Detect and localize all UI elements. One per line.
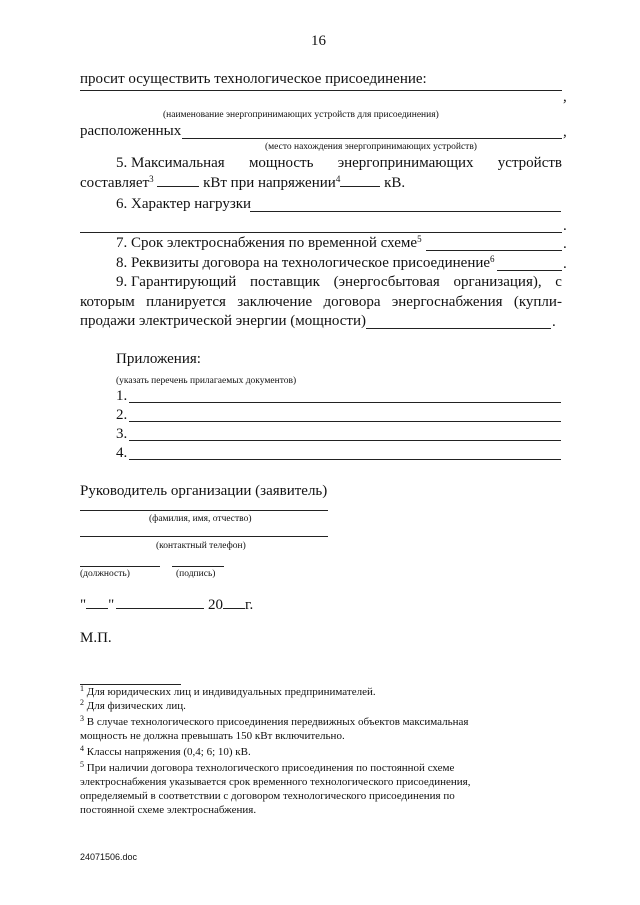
sign-field[interactable] — [172, 566, 224, 567]
attachments-note: (указать перечень прилагаемых документов) — [116, 376, 297, 386]
attachment-field-1[interactable] — [129, 402, 561, 403]
location-field[interactable] — [182, 138, 562, 139]
period: . — [563, 218, 567, 234]
comma: , — [563, 89, 567, 105]
supplier-field[interactable] — [366, 328, 551, 329]
max-power-field[interactable] — [157, 186, 199, 187]
attachment-field-3[interactable] — [129, 440, 561, 441]
caption-position: (должность) — [80, 569, 130, 579]
footnote-3: $^3$ В случае технологического присоединения передвижных объектов максимальная мощность не должна превышать 150 кВт включительно. — [80, 714, 469, 742]
devices-field[interactable] — [80, 90, 562, 91]
phone-field[interactable] — [80, 536, 328, 537]
located-label: расположенных — [80, 123, 182, 139]
item9-line2: которым планируется заключение договора энергоснабжения (купли- — [80, 294, 562, 310]
date-day-field[interactable] — [86, 608, 108, 609]
supply-term-field[interactable] — [426, 250, 562, 251]
name-field[interactable] — [80, 510, 328, 511]
attachment-num-3: 3. — [116, 426, 128, 442]
attachment-num-1: 1. — [116, 388, 128, 404]
footnote-5: $^5$ При наличии договора технологического присоединения по постоянной схеме электроснабжения указывается срок временного технологического присоединения, определяемый в соответствии с договором технологического присоединения по постоянной схеме электроснабжения. — [80, 760, 471, 816]
caption-name: (фамилия, имя, отчество) — [149, 514, 252, 524]
attachment-field-2[interactable] — [129, 421, 561, 422]
item9-line3: продажи электрической энергии (мощности) — [80, 313, 366, 329]
attachment-field-4[interactable] — [129, 459, 561, 460]
item5-line2: составляет$^3$ кВт при напряжении$^4$ кВ. — [80, 174, 406, 191]
caption-phone: (контактный телефон) — [156, 541, 246, 551]
date-line: " " 20 г. — [80, 597, 254, 613]
attachment-num-2: 2. — [116, 407, 128, 423]
stamp-label: М.П. — [80, 630, 112, 646]
footnote-1: $^1$ Для юридических лиц и индивидуальных предпринимателей. — [80, 684, 376, 698]
load-character-field[interactable] — [250, 211, 561, 212]
comma: , — [563, 124, 567, 140]
attachments-title: Приложения: — [116, 351, 201, 367]
item5-line1: 5. Максимальная мощность энергопринимающих устройств — [116, 155, 562, 171]
item9-line1: 9. Гарантирующий поставщик (энергосбытовая организация), с — [116, 274, 562, 290]
footnote-separator — [80, 684, 181, 685]
attachment-num-4: 4. — [116, 445, 128, 461]
item6-label: 6. Характер нагрузки — [116, 196, 252, 212]
contract-details-field[interactable] — [497, 270, 562, 271]
caption-devices: (наименование энергопринимающих устройств для присоединения) — [163, 110, 439, 120]
position-field[interactable] — [80, 566, 160, 567]
load-character-field-2[interactable] — [80, 232, 562, 233]
file-name: 24071506.doc — [80, 852, 138, 862]
period: . — [552, 314, 556, 330]
caption-sign: (подпись) — [176, 569, 216, 579]
page-number: 16 — [311, 33, 326, 49]
signature-title: Руководитель организации (заявитель) — [80, 483, 328, 499]
period: . — [563, 256, 567, 272]
period: . — [563, 236, 567, 252]
date-month-field[interactable] — [116, 608, 204, 609]
item7-label: 7. Срок электроснабжения по временной схеме$^5$ — [116, 234, 422, 251]
footnote-2: $^2$ Для физических лиц. — [80, 698, 186, 712]
intro-text: просит осуществить технологическое присоединение: — [80, 71, 427, 87]
item8-label: 8. Реквизиты договора на технологическое присоединение$^6$ — [116, 254, 495, 271]
voltage-field[interactable] — [340, 186, 380, 187]
caption-location: (место нахождения энергопринимающих устройств) — [265, 142, 477, 152]
date-year-field[interactable] — [223, 608, 245, 609]
footnote-4: $^4$ Классы напряжения (0,4; 6; 10) кВ. — [80, 744, 251, 758]
